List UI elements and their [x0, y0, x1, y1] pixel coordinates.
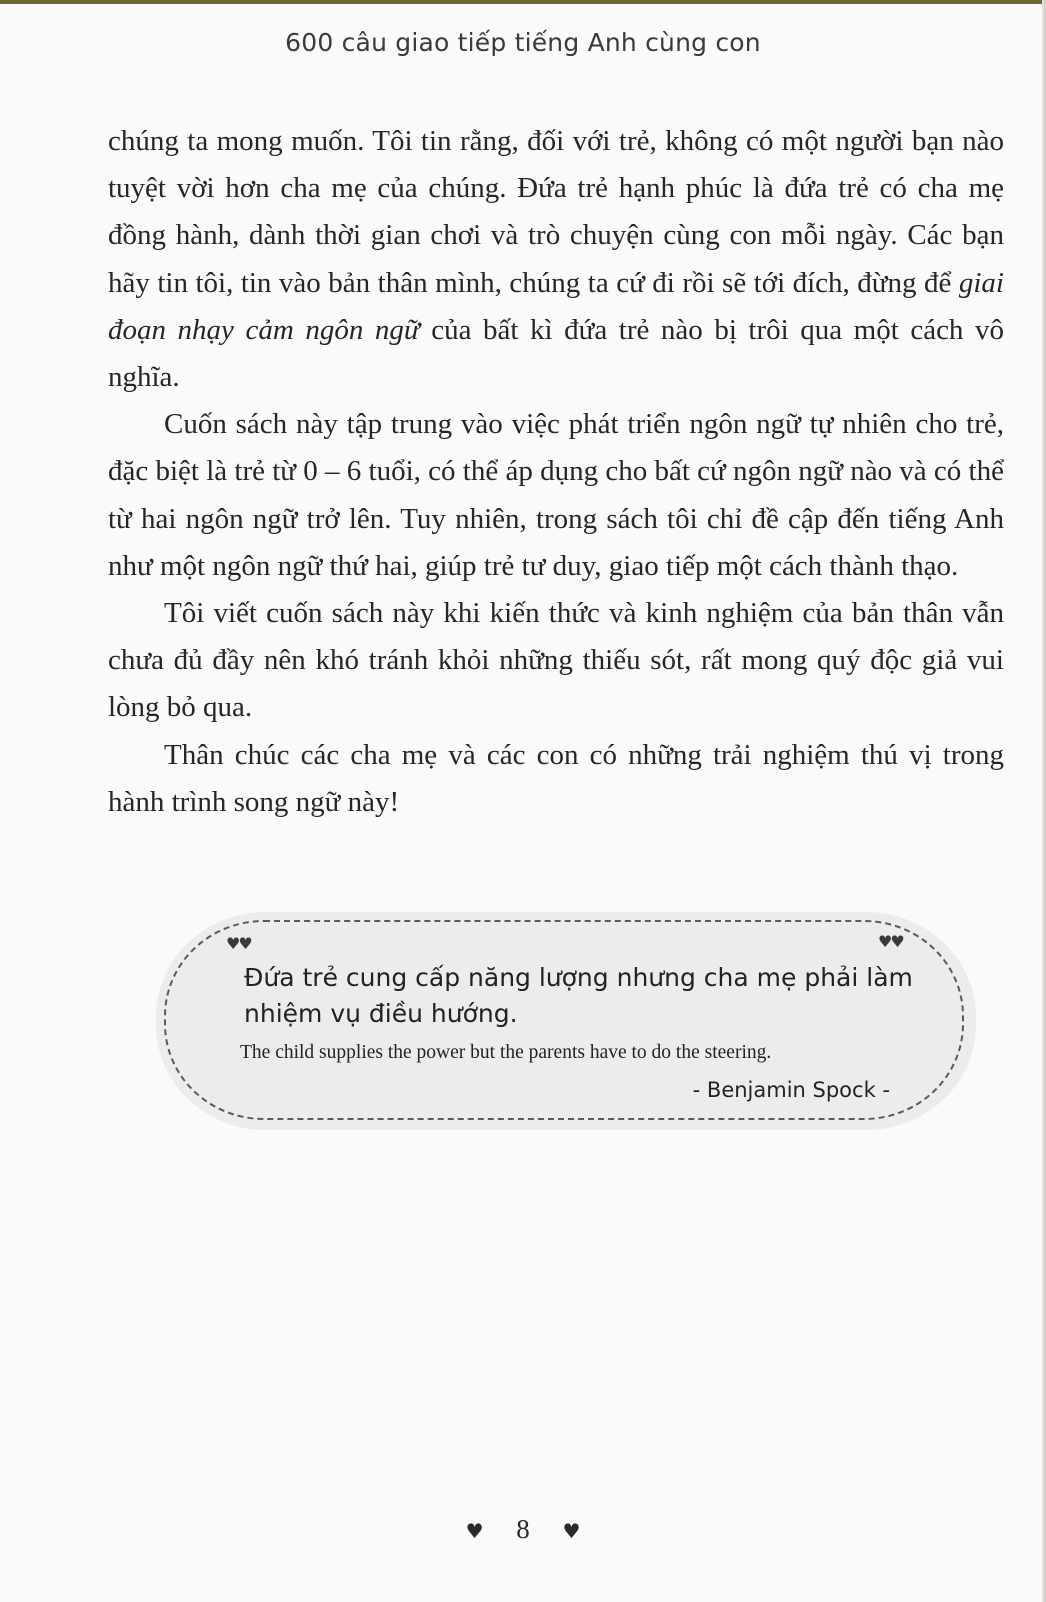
running-header: 600 câu giao tiếp tiếng Anh cùng con [285, 28, 761, 57]
heart-right-icon: ♥♥ [878, 932, 903, 951]
paragraph-3: Tôi viết cuốn sách này khi kiến thức và kinh nghiệm của bản thân vẫn chưa đủ đầy nên khó tránh khỏi những thiếu sót, rất mong quý độc giả vui lòng bỏ qua. [108, 597, 1004, 724]
paragraph-1 [108, 118, 1004, 401]
top-border [0, 0, 1046, 4]
body-text [108, 118, 1004, 826]
footer-heart-right-icon: ♥ [562, 1519, 581, 1543]
paragraph-2: Cuốn sách này tập trung vào việc phát triển ngôn ngữ tự nhiên cho trẻ, đặc biệt là trẻ từ 0 – 6 tuổi, có thể áp dụng cho bất cứ ngôn ngữ nào và có thể từ hai ngôn ngữ trở lên. Tuy nhiên, trong sách tôi chỉ đề cập đến tiếng Anh như một ngôn ngữ thứ hai, giúp trẻ tư duy, giao tiếp một cách thành thạo. [108, 408, 1004, 582]
quote-english: The child supplies the power but the parents have to do the steering. [240, 1042, 772, 1063]
paragraph-1-text-end: của bất kì đứa trẻ nào bị trôi qua một cách vô nghĩa. [108, 313, 1004, 394]
page-number: 8 [516, 1514, 530, 1544]
paragraph-1-italic-term: giai đoạn nhạy cảm ngôn ngữ [108, 266, 1004, 346]
paragraph-1-text-start: chúng ta mong muốn. Tôi tin rằng, đối với trẻ, không có một người bạn nào tuyệt vời hơn cha mẹ của chúng. Đứa trẻ hạnh phúc là đứa trẻ có cha mẹ đồng hành, dành thời gian chơi và trò chuyện cùng con mỗi ngày. Các bạn hãy tin tôi, tin vào bản thân mình, chúng ta cứ đi rồi sẽ tới đích, đừng để [108, 125, 1004, 299]
paragraph-4: Thân chúc các cha mẹ và các con có những trải nghiệm thú vị trong hành trình song ngữ này! [108, 738, 1004, 818]
footer-heart-left-icon: ♥ [465, 1519, 484, 1543]
quote-box [156, 912, 976, 1130]
page-edge-shadow [1042, 0, 1046, 1602]
quote-author: - Benjamin Spock - [692, 1078, 890, 1102]
quote-vietnamese: Đứa trẻ cung cấp năng lượng nhưng cha mẹ phải làm nhiệm vụ điều hướng. [244, 963, 913, 1028]
page-footer [0, 1514, 1046, 1545]
heart-left-icon: ♥♥ [226, 934, 251, 953]
